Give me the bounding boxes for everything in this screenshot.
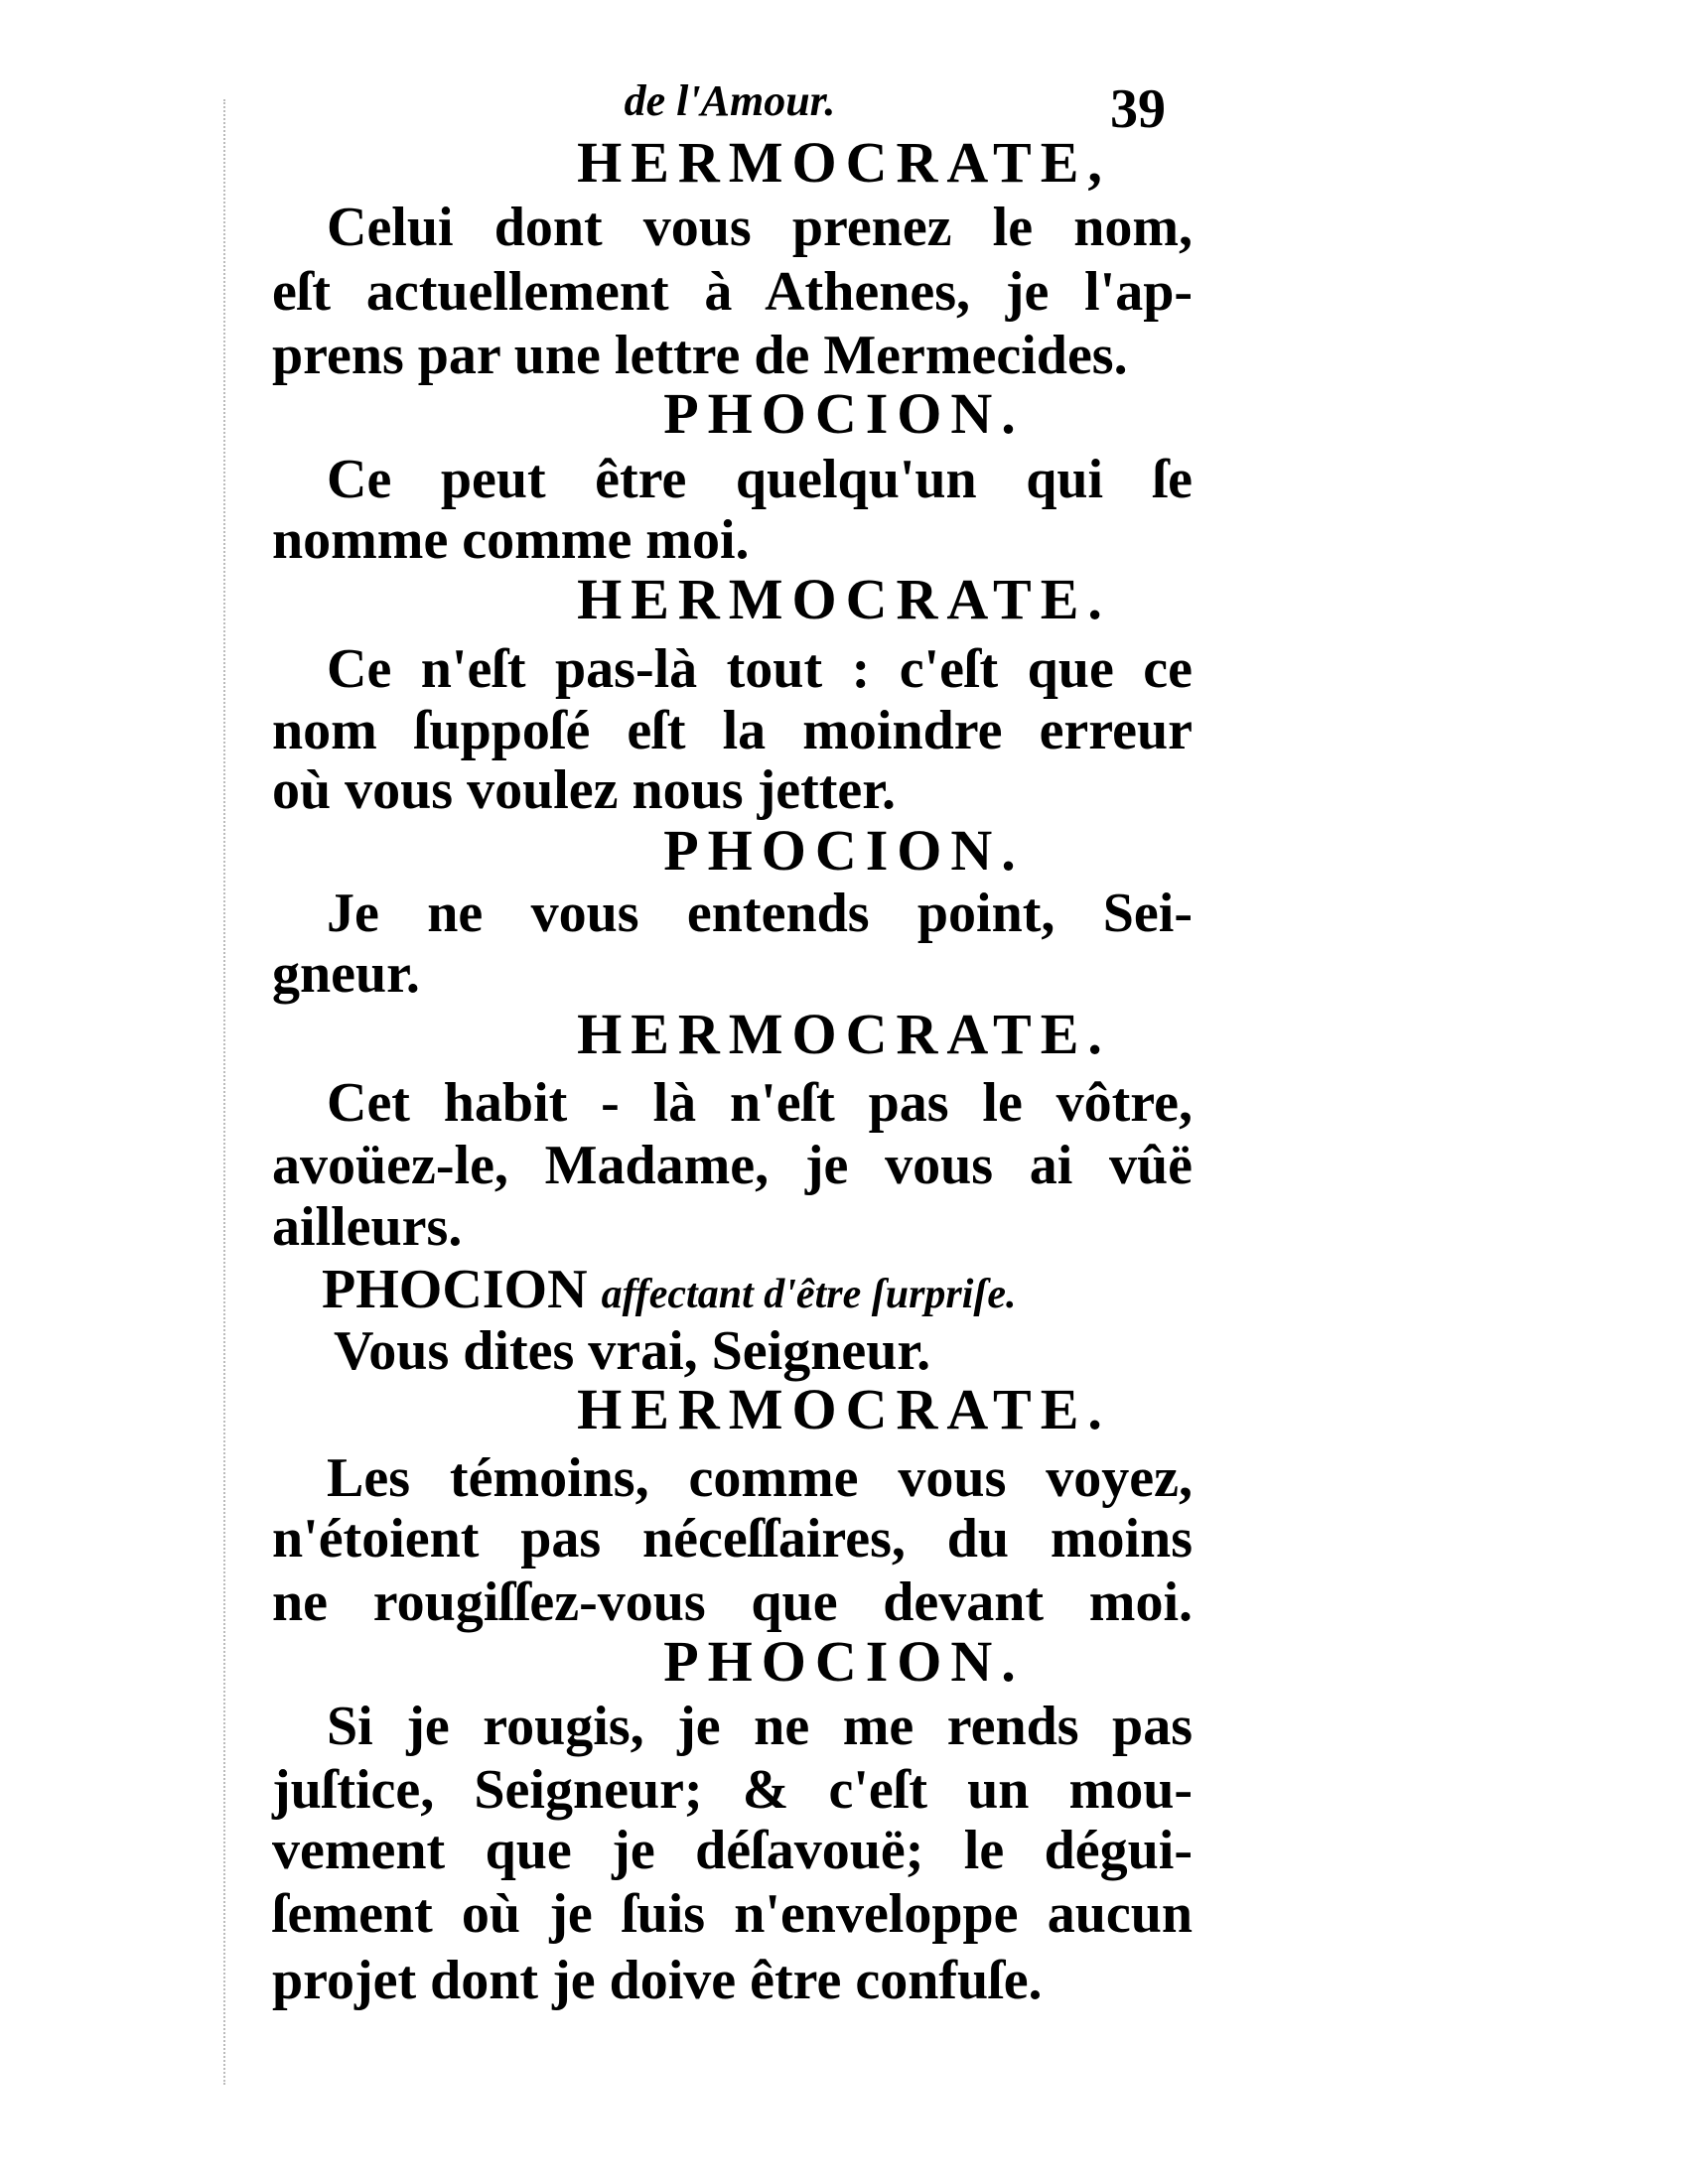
- text-line: ne rougiſſez-vous que devant moi.: [272, 1571, 1193, 1633]
- text-line: ſement où je ſuis n'enveloppe aucun: [272, 1883, 1193, 1945]
- text-line: Vous dites vrai, Seigneur.: [334, 1320, 931, 1382]
- text-line: où vous voulez nous jetter.: [272, 759, 896, 821]
- speaker-heading: HERMOCRATE,: [577, 130, 1111, 195]
- text-line: nom ſuppoſé eſt la moindre erreur: [272, 700, 1193, 761]
- stage-direction: affectant d'être ſurpriſe.: [601, 1272, 1017, 1317]
- text-line: Je ne vous entends point, Sei-: [327, 883, 1193, 944]
- text-line: gneur.: [272, 943, 420, 1005]
- speaker-heading: HERMOCRATE.: [577, 1377, 1111, 1441]
- speaker-heading: PHOCION.: [663, 1629, 1025, 1694]
- speaker-heading: PHOCION.: [663, 381, 1025, 446]
- text-line: Les témoins, comme vous voyez,: [327, 1447, 1193, 1509]
- text-line: Celui dont vous prenez le nom,: [327, 197, 1193, 258]
- text-line: Cet habit - là n'eſt pas le vôtre,: [327, 1072, 1193, 1134]
- text-line: Ce peut être quelqu'un qui ſe: [327, 449, 1193, 510]
- speaker-name: PHOCION: [322, 1259, 588, 1320]
- text-line: ailleurs.: [272, 1196, 463, 1258]
- text-line: juſtice, Seigneur; & c'eſt un mou-: [272, 1759, 1193, 1821]
- speaker-heading: HERMOCRATE.: [577, 1002, 1111, 1066]
- page-number: 39: [1110, 78, 1166, 140]
- text-line: nomme comme moi.: [272, 509, 750, 571]
- text-line: eſt actuellement à Athenes, je l'ap-: [272, 261, 1193, 323]
- text-line: vement que je déſavouë; le dégui-: [272, 1820, 1193, 1881]
- running-title: de l'Amour.: [624, 76, 836, 125]
- speaker-heading-with-stage-direction: [322, 1258, 1188, 1321]
- text-line: avoüez-le, Madame, je vous ai vûë: [272, 1135, 1193, 1196]
- text-line: Si je rougis, je ne me rends pas: [327, 1696, 1193, 1757]
- text-line: n'étoient pas néceſſaires, du moins: [272, 1508, 1193, 1570]
- speaker-heading: PHOCION.: [663, 818, 1025, 883]
- text-line: projet dont je doive être confuſe.: [272, 1950, 1043, 2011]
- text-line: Ce n'eſt pas-là tout : c'eſt que ce: [327, 638, 1193, 700]
- speaker-heading: HERMOCRATE.: [577, 567, 1111, 631]
- text-line: prens par une lettre de Mermecides.: [272, 325, 1128, 386]
